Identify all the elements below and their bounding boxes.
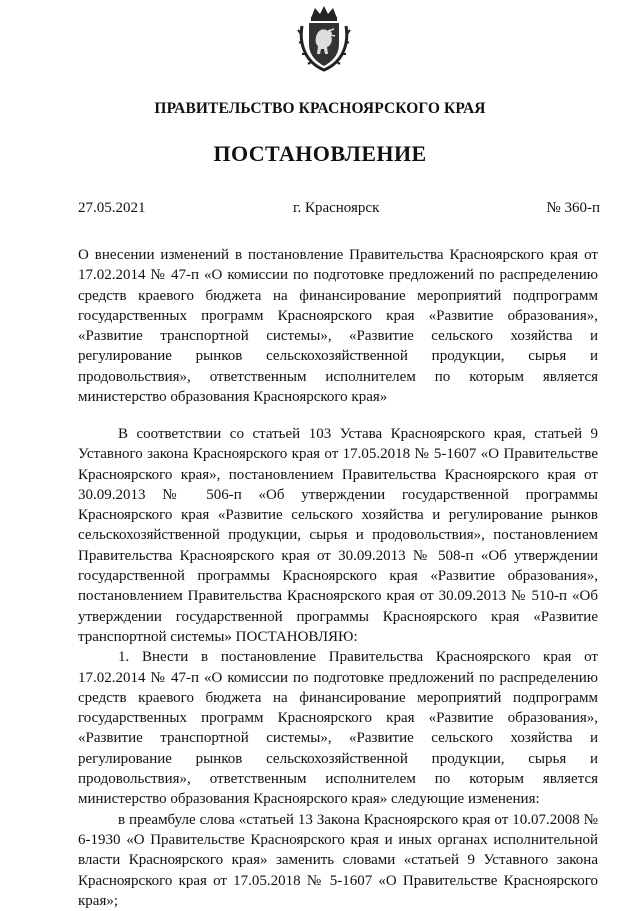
coat-of-arms-icon [297, 4, 351, 72]
document-date: 27.05.2021 [78, 200, 146, 216]
organization-heading: ПРАВИТЕЛЬСТВО КРАСНОЯРСКОГО КРАЯ [154, 100, 486, 117]
document-type-heading: ПОСТАНОВЛЕНИЕ [213, 141, 427, 166]
body-paragraph: В соответствии со статьей 103 Устава Красноярского края, статьей 9 Уставного закона Красноярского края от 17.05.2018 № 5-1607 «О Правительстве Красноярского края», постановлением Правительства Красноярского края от 30.09.2013 № 506-п «Об утверждении государственной программы Красноярского края «Развитие сельского хозяйства и регулирование рынков сельскохозяйственной продукции, сырья и продовольствия», постановлением Правительства Красноярского края от 30.09.2013 № 508-п «Об утверждении государственной программы Красноярского края «Развитие образования», постановлением Правительства Красноярского края от 30.09.2013 № 510-п «Об утверждении государственной программы Красноярского края «Развитие транспортной системы» ПОСТАНОВЛЯЮ: [78, 426, 598, 645]
document-title: О внесении изменений в постановление Правительства Красноярского края от 17.02.2014 № 47-п «О комиссии по подготовке предложений по распределению средств краевого бюджета на финансирование мероприятий подпрограмм государственных программ Красноярского края «Развитие образования», «Развитие транспортной системы», «Развитие сельского хозяйства и регулирование рынков сельскохозяйственной продукции, сырья и продовольствия», ответственным исполнителем по которым является министерство образования Красноярского края» [78, 247, 598, 406]
document-body [78, 424, 598, 911]
body-paragraph: в преамбуле слова «статьей 13 Закона Красноярского края от 10.07.2008 № 6-1930 «О Правительстве Красноярского края и иных органах исполнительной власти Красноярского края» заменить словами «статьей 9 Уставного закона Красноярского края от 17.05.2018 № 5-1607 «О Правительстве Красноярского края»; [78, 811, 598, 909]
body-paragraph: 1. Внести в постановление Правительства Красноярского края от 17.02.2014 № 47-п «О комиссии по подготовке предложений по распределению средств краевого бюджета на финансирование мероприятий подпрограмм государственных программ Красноярского края «Развитие образования», «Развитие транспортной системы», «Развитие сельского хозяйства и регулирование рынков сельскохозяйственной продукции, сырья и продовольствия», ответственным исполнителем по которым является министерство образования Красноярского края» следующие изменения: [78, 649, 598, 808]
document-city: г. Красноярск [293, 200, 380, 216]
document-number: № 360-п [546, 200, 600, 216]
